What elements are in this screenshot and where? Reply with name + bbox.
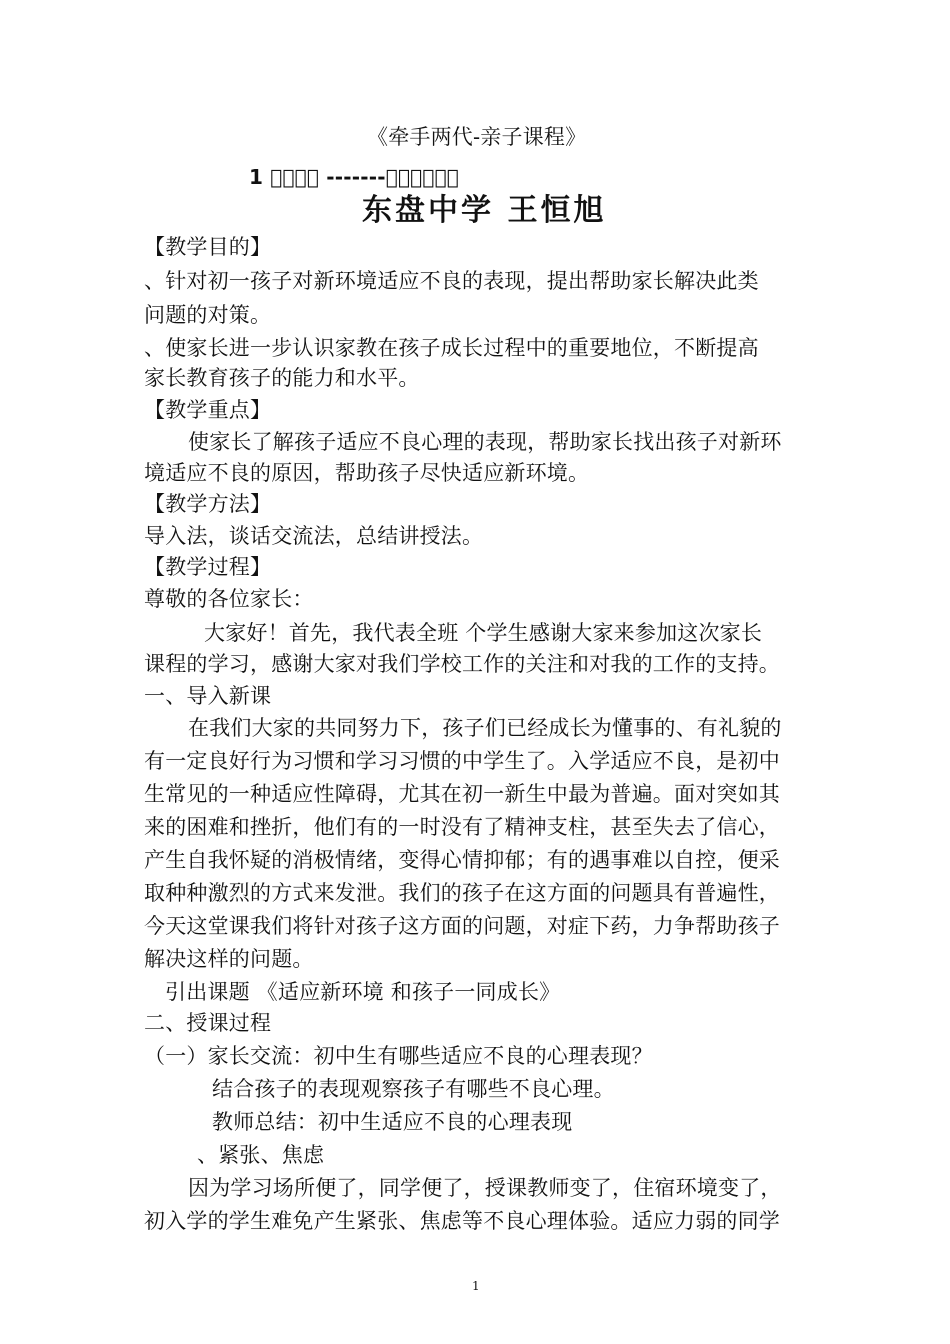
paragraph-line: 取种种激烈的方式来发泄。我们的孩子在这方面的问题具有普遍性， bbox=[144, 881, 780, 905]
paragraph-line: 课程的学习，感谢大家对我们学校工作的关注和对我的工作的支持。 bbox=[144, 652, 780, 676]
section-heading: 一、导入新课 bbox=[144, 684, 272, 708]
paragraph-line: 大家好！首先，我代表全班 个学生感谢大家来参加这次家长 bbox=[204, 621, 763, 645]
document-title: 《牵手两代-亲子课程》 bbox=[367, 125, 587, 149]
paragraph-line: 、使家长进一步认识家教在孩子成长过程中的重要地位，不断提高 bbox=[144, 336, 759, 360]
section-heading: 【教学过程】 bbox=[144, 555, 272, 579]
paragraph-line: （一）家长交流：初中生有哪些适应不良的心理表现？ bbox=[144, 1044, 653, 1068]
paragraph-line: 来的困难和挫折，他们有的一时没有了精神支柱，甚至失去了信心， bbox=[144, 815, 780, 839]
paragraph-line: 教师总结：初中生适应不良的心理表现 bbox=[212, 1110, 573, 1134]
paragraph-line: 尊敬的各位家长： bbox=[144, 587, 314, 611]
section-heading: 【教学重点】 bbox=[144, 398, 272, 422]
paragraph-line: 因为学习场所便了，同学便了，授课教师变了，住宿环境变了， bbox=[188, 1176, 782, 1200]
paragraph-line: 在我们大家的共同努力下，孩子们已经成长为懂事的、有礼貌的 bbox=[188, 716, 782, 740]
paragraph-line: 初入学的学生难免产生紧张、焦虑等不良心理体验。适应力弱的同学 bbox=[144, 1209, 780, 1233]
page-number: 1 bbox=[472, 1279, 480, 1293]
paragraph-line: 境适应不良的原因，帮助孩子尽快适应新环境。 bbox=[144, 461, 590, 485]
section-heading: 【教学方法】 bbox=[144, 492, 272, 516]
paragraph-line: 解决这样的问题。 bbox=[144, 947, 314, 971]
document-author: 东盘中学 王恒旭 bbox=[362, 193, 607, 228]
paragraph-line: 使家长了解孩子适应不良心理的表现，帮助家长找出孩子对新环 bbox=[188, 430, 782, 454]
paragraph-line: 引出课题 《适应新环境 和孩子一同成长》 bbox=[165, 980, 561, 1004]
paragraph-line: 产生自我怀疑的消极情绪，变得心情抑郁；有的遇事难以自控，便采 bbox=[144, 848, 780, 872]
document-subtitle: 1 􀀀􀀀􀀀􀀀 -------􀀀􀀀􀀀􀀀􀀀􀀀 bbox=[249, 165, 459, 189]
paragraph-line: 生常见的一种适应性障碍，尤其在初一新生中最为普遍。面对突如其 bbox=[144, 782, 780, 806]
paragraph-line: 导入法，谈话交流法，总结讲授法。 bbox=[144, 524, 484, 548]
paragraph-line: 问题的对策。 bbox=[144, 303, 272, 327]
paragraph-line: 结合孩子的表现观察孩子有哪些不良心理。 bbox=[212, 1077, 615, 1101]
paragraph-line: 有一定良好行为习惯和学习习惯的中学生了。入学适应不良，是初中 bbox=[144, 749, 780, 773]
section-heading: 二、授课过程 bbox=[144, 1011, 272, 1035]
paragraph-line: 、针对初一孩子对新环境适应不良的表现，提出帮助家长解决此类 bbox=[144, 269, 759, 293]
paragraph-line: 家长教育孩子的能力和水平。 bbox=[144, 366, 420, 390]
section-heading: 【教学目的】 bbox=[144, 235, 272, 259]
paragraph-line: 今天这堂课我们将针对孩子这方面的问题，对症下药，力争帮助孩子 bbox=[144, 914, 780, 938]
paragraph-line: 、紧张、焦虑 bbox=[197, 1143, 325, 1167]
